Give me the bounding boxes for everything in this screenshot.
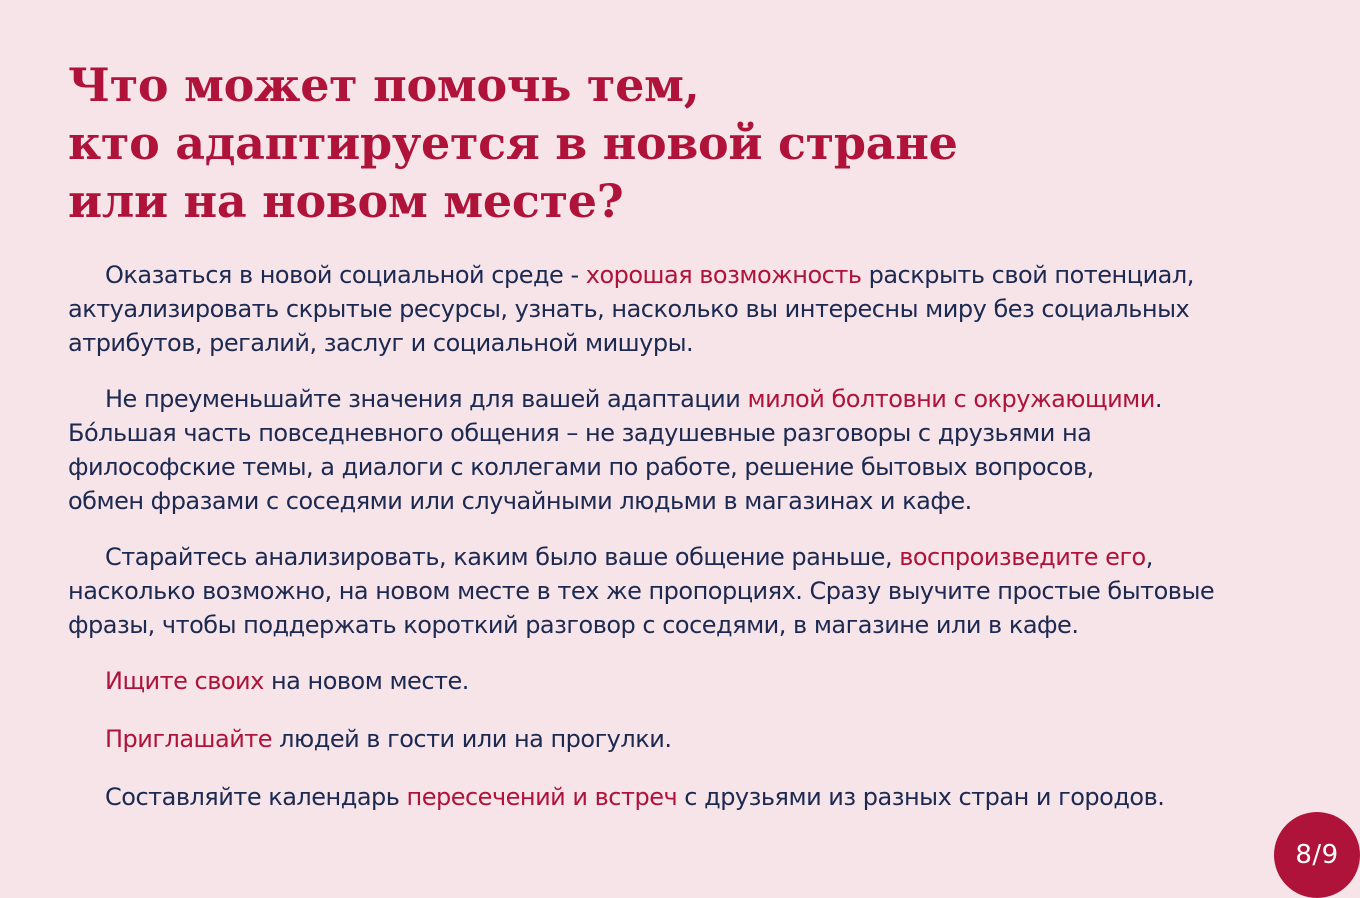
slide-title — [68, 56, 1168, 230]
paragraph-3-line-1 — [68, 540, 1278, 574]
slide-body — [68, 258, 1278, 838]
paragraph-4 — [68, 664, 1278, 698]
paragraph-1-line-2: актуализировать скрытые ресурсы, узнать, насколько вы интересны миру без социальных — [68, 295, 1190, 323]
text: с друзьями из разных стран и городов. — [677, 783, 1165, 811]
highlight-text: пересечений и встреч — [406, 783, 678, 811]
paragraph-3-line-3: фразы, чтобы поддержать короткий разговор с соседями, в магазине или в кафе. — [68, 611, 1079, 639]
paragraph-2-line-3: философские темы, а диалоги с коллегами по работе, решение бытовых вопросов, — [68, 453, 1094, 481]
text: , — [1145, 543, 1153, 571]
text: Оказаться в новой социальной среде - — [105, 261, 586, 289]
highlight-text: хорошая возможность — [585, 261, 862, 289]
title-line-2: кто адаптируется в новой стране — [68, 116, 958, 170]
paragraph-4-line-1 — [68, 664, 1278, 698]
paragraph-3-line-2: насколько возможно, на новом месте в тех же пропорциях. Сразу выучите простые бытовые — [68, 577, 1215, 605]
paragraph-1-line-3: атрибутов, регалий, заслуг и социальной мишуры. — [68, 329, 694, 357]
text: на новом месте. — [263, 667, 469, 695]
paragraph-5 — [68, 722, 1278, 756]
paragraph-1-line-1 — [68, 258, 1278, 292]
paragraph-2-line-4: обмен фразами с соседями или случайными людьми в магазинах и кафе. — [68, 487, 972, 515]
text: Не преуменьшайте значения для вашей адаптации — [105, 385, 748, 413]
highlight-text: Приглашайте — [105, 725, 273, 753]
paragraph-1 — [68, 258, 1278, 360]
page-number-badge: 8/9 — [1274, 812, 1360, 898]
highlight-text: милой болтовни с окружающими — [747, 385, 1155, 413]
paragraph-2-line-1 — [68, 382, 1278, 416]
text: Старайтесь анализировать, каким было ваше общение раньше, — [105, 543, 900, 571]
text: раскрыть свой потенциал, — [861, 261, 1194, 289]
paragraph-6 — [68, 780, 1278, 814]
text: . — [1154, 385, 1163, 413]
title-line-1: Что может помочь тем, — [68, 58, 700, 112]
paragraph-3 — [68, 540, 1278, 642]
highlight-text: Ищите своих — [105, 667, 264, 695]
paragraph-5-line-1 — [68, 722, 1278, 756]
text: людей в гости или на прогулки. — [272, 725, 672, 753]
title-line-3: или на новом месте? — [68, 174, 624, 228]
text: Составляйте календарь — [105, 783, 407, 811]
paragraph-6-line-1 — [68, 780, 1278, 814]
paragraph-2 — [68, 382, 1278, 518]
paragraph-2-line-2: Бóльшая часть повседневного общения – не задушевные разговоры с друзьями на — [68, 419, 1092, 447]
highlight-text: воспроизведите его — [899, 543, 1146, 571]
